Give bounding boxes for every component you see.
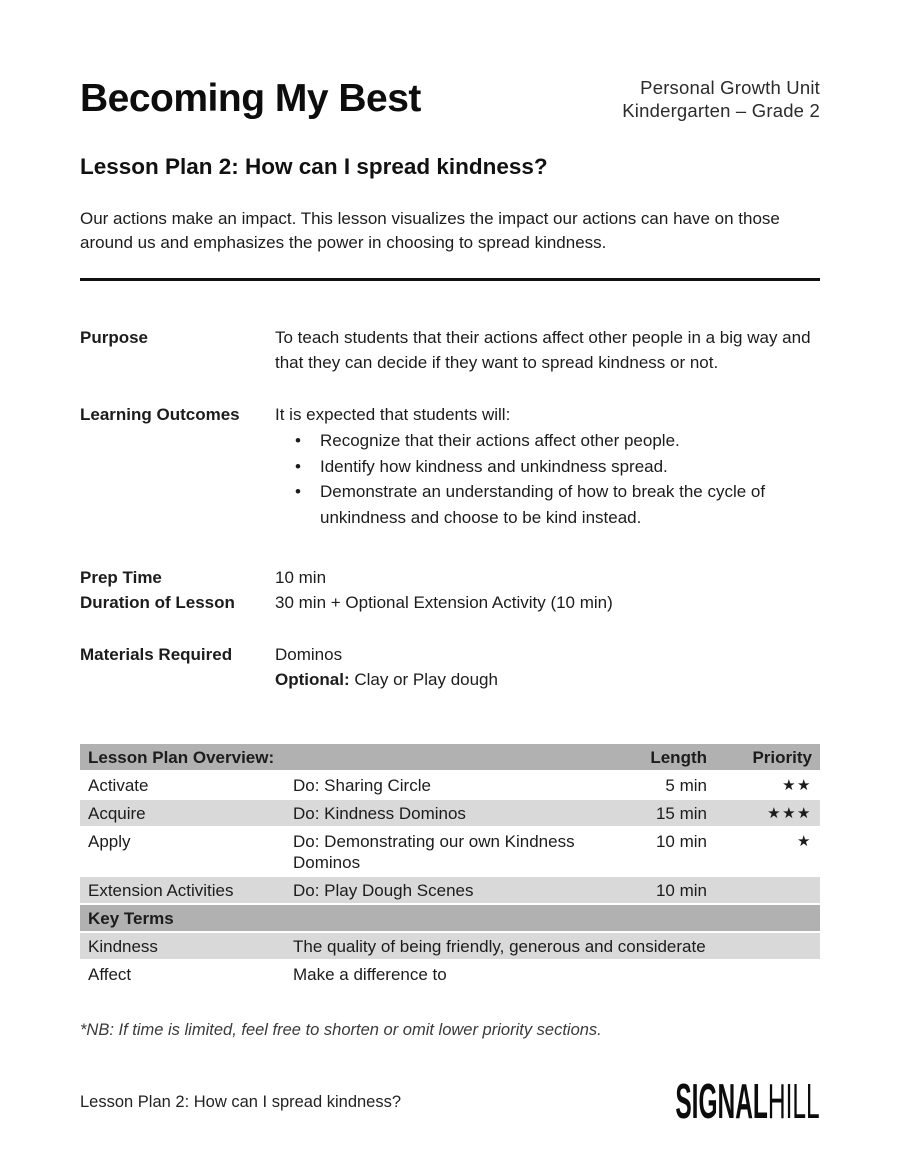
length-column-header: Length [650,747,707,767]
lesson-title: Lesson Plan 2: How can I spread kindness? [80,154,548,179]
document-header [80,76,820,122]
priority-column-header: Priority [752,747,812,767]
term-cell: Affect [88,964,132,984]
learning-outcomes-content [275,402,820,530]
prep-time-value: 10 min [275,568,327,587]
key-terms-label: Key Terms [88,908,174,928]
materials-content [275,642,820,692]
activity-cell: Do: Kindness Dominos [293,803,466,823]
optional-label: Optional: [275,670,350,689]
document-title: Becoming My Best [80,77,421,120]
table-row [80,772,820,800]
footer-lesson-title: Lesson Plan 2: How can I spread kindness? [80,1092,402,1111]
priority-stars: ★★ [782,776,812,794]
learning-outcomes-row [80,402,820,530]
unit-name: Personal Growth Unit [640,77,820,98]
activity-cell: Do: Play Dough Scenes [293,880,474,900]
definition-cell: The quality of being friendly, generous and considerate [293,936,706,956]
logo-signal: SIGNAL [675,1075,769,1129]
learning-outcomes-label: Learning Outcomes [80,405,240,424]
prep-time-label: Prep Time [80,568,162,587]
duration-label: Duration of Lesson [80,593,235,612]
phase-cell: Apply [88,831,131,851]
key-terms-header-row [80,905,820,933]
signalhill-logo [675,1075,820,1129]
length-cell: 15 min [655,803,707,823]
term-row [80,933,820,961]
outcome-item: • Demonstrate an understanding of how to break the cycle of unkindness and choose to be kind instead. [275,479,820,530]
phase-cell: Acquire [88,803,146,823]
outcomes-list [275,428,820,530]
prep-time-row [80,565,820,590]
unit-info [622,76,820,122]
purpose-label: Purpose [80,328,149,347]
purpose-row [80,325,820,375]
duration-row [80,590,820,615]
purpose-text: To teach students that their actions affect other people in a big way and that they can decide if they want to spread kindness or not. [275,328,811,372]
nb-note: *NB: If time is limited, feel free to shorten or omit lower priority sections. [80,1021,602,1039]
length-cell: 10 min [655,831,707,851]
table-header-row [80,744,820,772]
materials-optional-line [275,667,820,692]
outcomes-intro: It is expected that students will: [275,405,511,424]
priority-stars: ★★★ [767,804,812,822]
optional-value: Clay or Play dough [349,670,498,689]
priority-stars: ★ [797,832,812,850]
table-title: Lesson Plan Overview: [88,747,275,767]
lesson-details [80,325,820,692]
outcome-item: • Identify how kindness and unkindness spread. [275,454,820,480]
length-cell: 5 min [665,775,707,795]
phase-cell: Extension Activities [88,880,234,900]
materials-label: Materials Required [80,645,233,664]
priority-stars [715,877,820,903]
duration-value: 30 min + Optional Extension Activity (10 min) [275,593,613,612]
activity-cell: Do: Demonstrating our own Kindness Dominos [293,831,575,872]
logo-hill: HILL [768,1075,820,1129]
table-row [80,800,820,828]
phase-cell: Activate [88,775,149,795]
lesson-plan-overview-table [80,744,820,989]
document-footer [80,1075,820,1129]
term-row [80,961,820,989]
definition-cell: Make a difference to [293,964,447,984]
grade-range: Kindergarten – Grade 2 [622,100,820,121]
divider-rule [80,278,820,281]
table-row [80,877,820,905]
length-cell: 10 min [655,880,707,900]
term-cell: Kindness [88,936,158,956]
outcome-item: • Recognize that their actions affect other people. [275,428,820,454]
table-row [80,828,820,877]
activity-cell: Do: Sharing Circle [293,775,431,795]
lesson-intro: Our actions make an impact. This lesson visualizes the impact our actions can have on those around us and emphasizes the power in choosing to spread kindness. [80,209,780,252]
materials-row [80,642,820,692]
materials-value: Dominos [275,645,343,664]
